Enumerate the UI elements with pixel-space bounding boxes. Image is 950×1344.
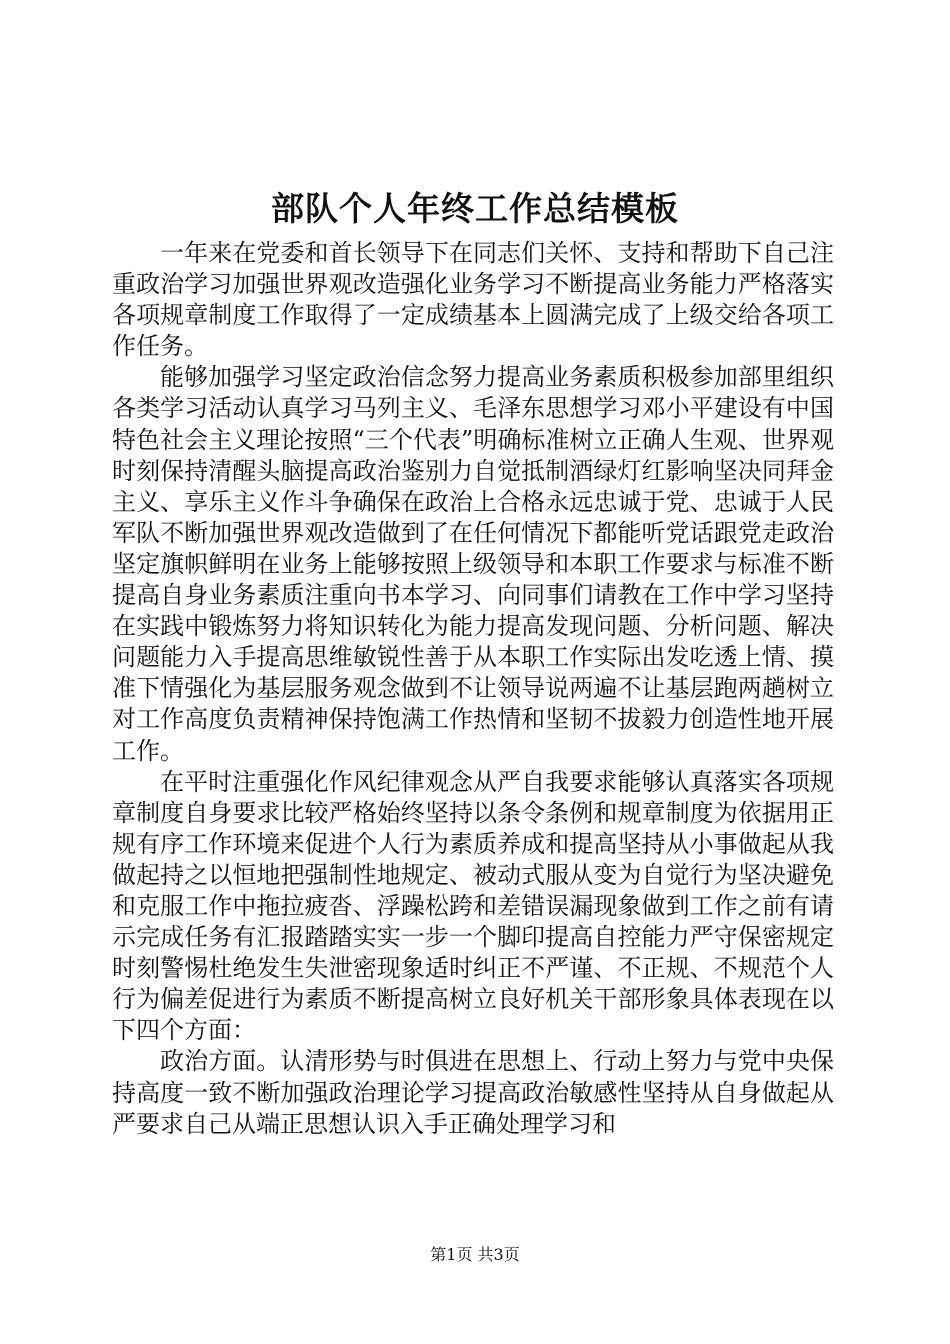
document-title: 部队个人年终工作总结模板: [271, 189, 679, 228]
page-footer: 第1页 共3页: [430, 1245, 520, 1264]
paragraph-2: 能够加强学习坚定政治信念努力提高业务素质积极参加部里组织各类学习活动认真学习马列主义、毛泽东思想学习邓小平建设有中国特色社会主义理论按照“三个代表”明确标准树立正确人生观、世界观时刻保持清醒头脑提高政治鉴别力自觉抵制酒绿灯红影响坚决同拜金主义、享乐主义作斗争确保在政治上合格永远忠诚于党、忠诚于人民军队不断加强世界观改造做到了在任何情况下都能听党话跟党走政治坚定旗帜鲜明在业务上能够按照上级领导和本职工作要求与标准不断提高自身业务素质注重向书本学习、向同事们请教在工作中学习坚持在实践中锻炼努力将知识转化为能力提高发现问题、分析问题、解决问题能力入手提高思维敏锐性善于从本职工作实际出发吃透上情、摸准下情强化为基层服务观念做到不让领导说两遍不让基层跑两趟树立对工作高度负责精神保持饱满工作热情和坚韧不拔毅力创造性地开展工作。: [112, 363, 834, 765]
paragraph-1: 一年来在党委和首长领导下在同志们关怀、支持和帮助下自己注重政治学习加强世界观改造强化业务学习不断提高业务能力严格落实各项规章制度工作取得了一定成绩基本上圆满完成了上级交给各项工作任务。: [112, 239, 834, 361]
paragraph-4: 政治方面。认清形势与时俱进在思想上、行动上努力与党中央保持高度一致不断加强政治理论学习提高政治敏感性坚持从自身做起从严要求自己从端正思想认识入手正确处理学习和: [112, 1047, 834, 1138]
document-body: [112, 238, 834, 1140]
paragraph-3: 在平时注重强化作风纪律观念从严自我要求能够认真落实各项规章制度自身要求比较严格始终坚持以条令条例和规章制度为依据用正规有序工作环境来促进个人行为素质养成和提高坚持从小事做起从我做起持之以恒地把强制性地规定、被动式服从变为自觉行为坚决避免和克服工作中拖拉疲沓、浮躁松跨和差错误漏现象做到工作之前有请示完成任务有汇报踏踏实实一步一个脚印提高自控能力严守保密规定时刻警惕杜绝发生失泄密现象适时纠正不严谨、不正规、不规范个人行为偏差促进行为素质不断提高树立良好机关干部形象具体表现在以下四个方面：: [112, 767, 834, 1045]
